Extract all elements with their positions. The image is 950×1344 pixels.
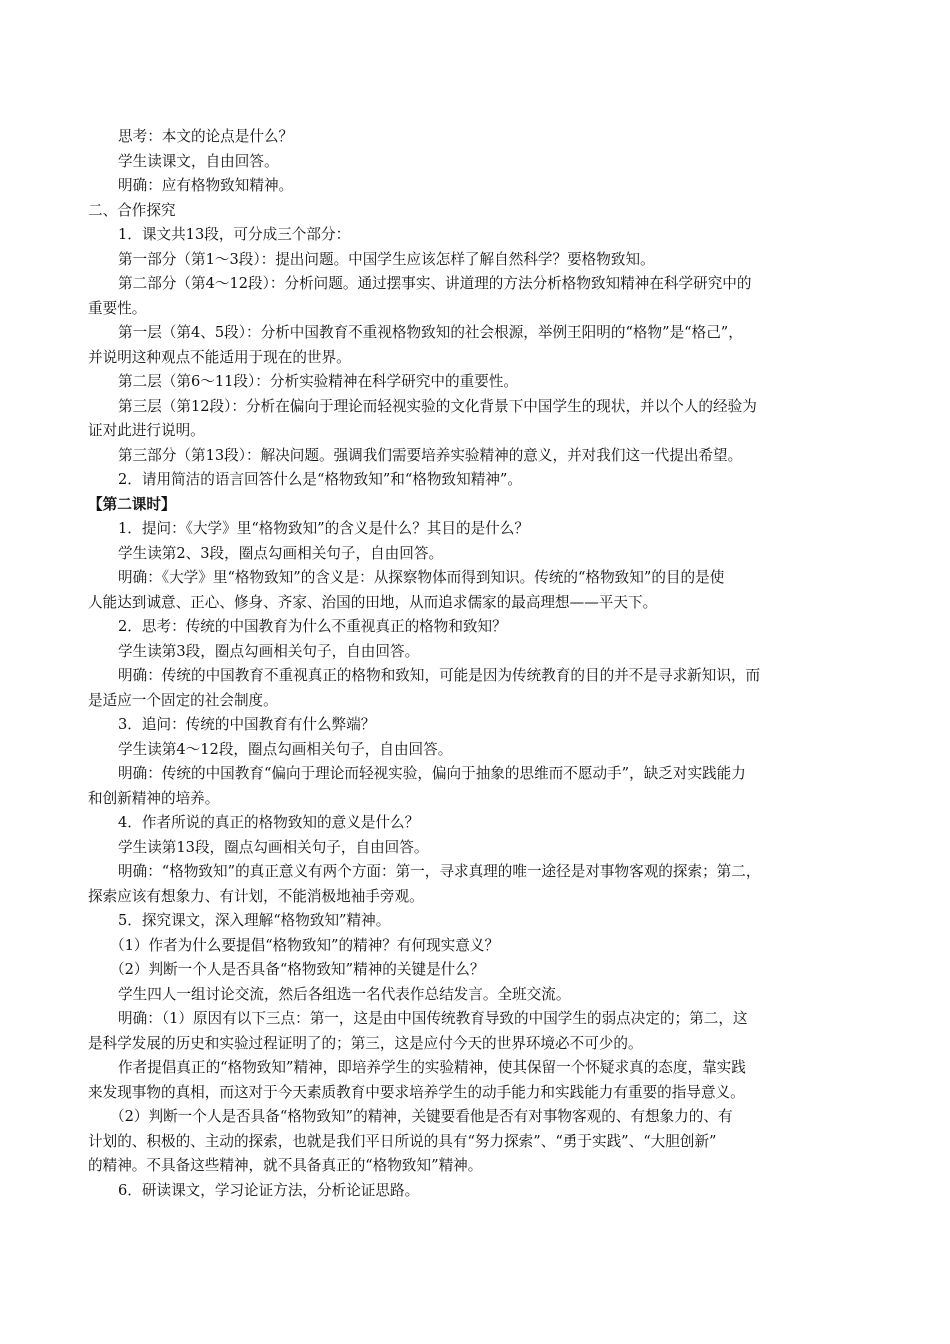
text-line: 第二部分（第4～12段）：分析问题。通过摆事实、讲道理的方法分析格物致知精神在科学研究中的	[118, 275, 752, 292]
text-line: 学生读第13段，圈点勾画相关句子，自由回答。	[118, 838, 429, 856]
text-line: 探索应该有想象力、有计划，不能消极地袖手旁观。	[88, 887, 424, 905]
text-line: 学生读课文，自由回答。	[118, 152, 279, 170]
text-line: 明确：《大学》里“格物致知”的含义是：从探察物体而得到知识。传统的“格物致知”的目的是使	[118, 569, 725, 586]
text-line: 来发现事物的真相，而这对于今天素质教育中要求培养学生的动手能力和实践能力有重要的指导意义。	[88, 1083, 745, 1101]
text-line: 1．提问：《大学》里“格物致知”的含义是什么？其目的是什么？	[118, 520, 529, 537]
text-line: 学生读第2、3段，圈点勾画相关句子，自由回答。	[118, 544, 444, 562]
text-line: 4．作者所说的真正的格物致知的意义是什么？	[118, 814, 420, 831]
text-line: 明确：应有格物致知精神。	[118, 177, 294, 194]
text-line: 2．思考：传统的中国教育为什么不重视真正的格物和致知？	[118, 618, 507, 635]
text-line: 第一部分（第1～3段）：提出问题。中国学生应该怎样了解自然科学？要格物致知。	[118, 250, 655, 268]
text-line: 学生读第4～12段，圈点勾画相关句子，自由回答。	[118, 740, 453, 758]
text-line: 明确：传统的中国教育“偏向于理论而轻视实验，偏向于抽象的思维而不愿动手”，缺乏对实践能力	[118, 765, 746, 782]
text-line: （2）判断一个人是否具备“格物致知”精神的关键是什么？	[110, 961, 485, 978]
text-line: 5．探究课文，深入理解“格物致知”精神。	[118, 912, 391, 929]
text-line: 和创新精神的培养。	[88, 789, 220, 807]
text-line: 重要性。	[88, 299, 147, 317]
text-line: 人能达到诚意、正心、修身、齐家、治国的田地，从而追求儒家的最高理想——平天下。	[88, 593, 658, 611]
text-line: 是科学发展的历史和实验过程证明了的；第三，这是应付今天的世界环境必不可少的。	[88, 1034, 643, 1052]
lesson-heading: 【第二课时】	[88, 495, 176, 513]
text-line: 第一层（第4、5段）：分析中国教育不重视格物致知的社会根源，举例王阳明的“格物”是“格己”，	[118, 324, 743, 341]
text-line: 1．课文共13段，可分成三个部分：	[118, 226, 351, 243]
text-line: （1）作者为什么要提倡“格物致知”的精神？有何现实意义？	[110, 936, 500, 954]
document-page	[88, 125, 866, 1203]
text-line: 第三部分（第13段）：解决问题。强调我们需要培养实验精神的意义，并对我们这一代提出希望。	[118, 446, 743, 464]
text-line: 作者提倡真正的“格物致知”精神，即培养学生的实验精神，使其保留一个怀疑求真的态度，靠实践	[118, 1059, 746, 1076]
text-line: 是适应一个固定的社会制度。	[88, 691, 278, 709]
text-line: 思考：本文的论点是什么？	[118, 128, 294, 145]
text-line: 证对此进行说明。	[88, 422, 205, 439]
text-line: 明确：（1）原因有以下三点：第一，这是由中国传统教育导致的中国学生的弱点决定的；第二，这	[118, 1010, 748, 1027]
section-heading: 二、合作探究	[88, 201, 176, 219]
text-line: 明确：“格物致知”的真正意义有两个方面：第一，寻求真理的唯一途径是对事物客观的探索；第二，	[118, 863, 761, 880]
text-line: 学生四人一组讨论交流，然后各组选一名代表作总结发言。全班交流。	[118, 985, 571, 1003]
text-line: 第二层（第6～11段）：分析实验精神在科学研究中的重要性。	[118, 373, 518, 390]
text-line: （2）判断一个人是否具备“格物致知”的精神，关键要看他是否有对事物客观的、有想象力的、有	[110, 1108, 733, 1125]
text-line: 6．研读课文，学习论证方法，分析论证思路。	[118, 1181, 420, 1199]
text-line: 的精神。不具备这些精神，就不具备真正的“格物致知”精神。	[88, 1157, 483, 1174]
text-line: 3．追问：传统的中国教育有什么弊端？	[118, 716, 376, 733]
text-line: 计划的、积极的、主动的探索，也就是我们平日所说的具有“努力探索”、“勇于实践”、“大胆创新”	[88, 1132, 717, 1150]
text-line: 明确：传统的中国教育不重视真正的格物和致知，可能是因为传统教育的目的并不是寻求新知识，而	[118, 667, 761, 684]
text-line: 第三层（第12段）：分析在偏向于理论而轻视实验的文化背景下中国学生的现状，并以个人的经验为	[118, 397, 757, 415]
text-line: 学生读第3段，圈点勾画相关句子，自由回答。	[118, 642, 420, 660]
text-line: 并说明这种观点不能适用于现在的世界。	[88, 348, 351, 366]
text-line: 2．请用简洁的语言回答什么是“格物致知”和“格物致知精神”。	[118, 471, 522, 488]
